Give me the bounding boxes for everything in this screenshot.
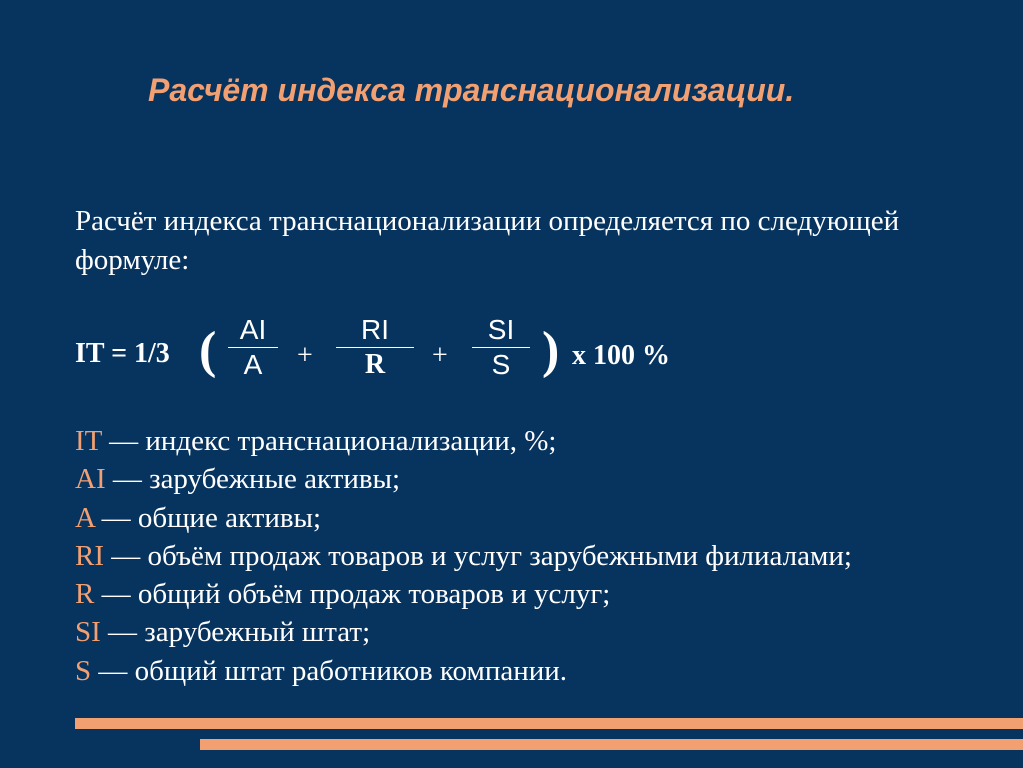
definition-symbol: S xyxy=(75,654,92,687)
definition-item xyxy=(75,422,935,460)
definition-symbol: SI xyxy=(75,616,101,649)
definition-text: — зарубежный штат; xyxy=(100,616,371,649)
definition-symbol: AI xyxy=(75,463,106,496)
formula-paren-open: ( xyxy=(199,322,217,379)
definition-item xyxy=(75,575,935,613)
fraction-numerator: RI xyxy=(361,314,389,345)
definition-item xyxy=(75,613,935,651)
definition-text: — общий объём продаж товаров и услуг; xyxy=(94,578,611,611)
fraction-numerator: SI xyxy=(487,314,515,345)
definition-item xyxy=(75,499,935,537)
plus-sign: + xyxy=(432,340,448,371)
definition-text: — общие активы; xyxy=(94,501,322,534)
fraction-numerator: AI xyxy=(239,314,267,345)
definition-item xyxy=(75,460,935,498)
definition-item xyxy=(75,537,935,575)
definition-text: — зарубежные активы; xyxy=(105,463,401,496)
intro-text: Расчёт индекса транснационализации определяется по следующей формуле: xyxy=(75,205,900,276)
definition-symbol: IT xyxy=(75,425,102,457)
definitions-list xyxy=(75,422,935,690)
decorative-stripe-bottom xyxy=(200,739,1023,750)
formula-lhs: IT = 1/3 xyxy=(75,338,170,369)
definition-symbol: RI xyxy=(75,539,104,572)
plus-sign: + xyxy=(297,340,313,371)
fraction-denominator: R xyxy=(364,349,386,380)
fraction-ai-a xyxy=(225,313,281,382)
definition-symbol: R xyxy=(75,578,95,611)
definition-text: — общий штат работников компании. xyxy=(91,654,568,687)
slide-title: Расчёт индекса транснационализации. xyxy=(148,72,795,108)
definition-symbol: A xyxy=(75,501,95,534)
fraction-si-s xyxy=(467,313,535,382)
definition-item xyxy=(75,652,935,690)
decorative-stripe-top xyxy=(75,718,1023,729)
fraction-ri-r xyxy=(335,313,415,382)
formula-rhs: х 100 % xyxy=(572,340,670,371)
definition-text: — индекс транснационализации, %; xyxy=(101,425,557,457)
formula xyxy=(75,310,775,400)
fraction-denominator: S xyxy=(491,349,511,380)
definition-text: — объём продаж товаров и услуг зарубежными филиалами; xyxy=(104,539,852,572)
fraction-denominator: A xyxy=(243,349,263,380)
formula-paren-close: ) xyxy=(542,322,560,379)
